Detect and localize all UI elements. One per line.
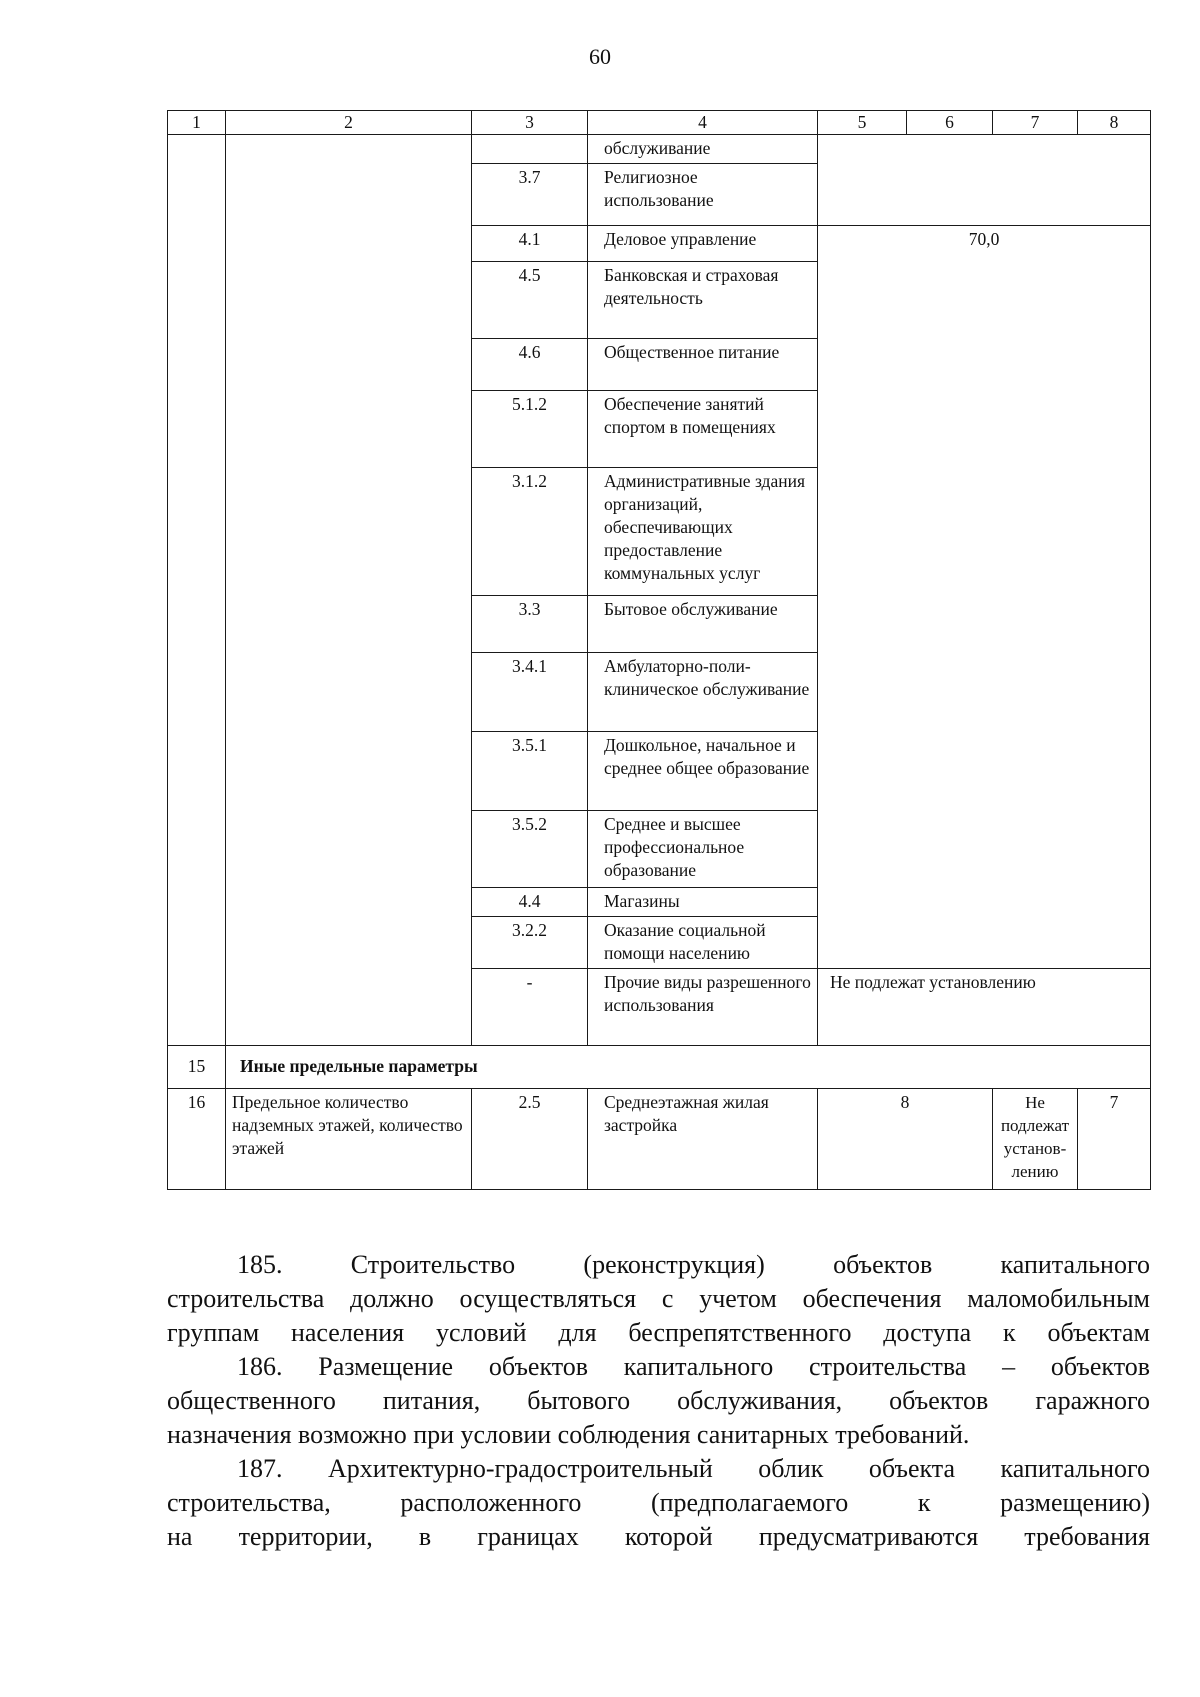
header-cell: 3 [472,111,588,135]
use-code: 3.4.1 [472,653,588,732]
floors-value: 8 [818,1089,993,1190]
row-number: 15 [168,1046,226,1089]
section-title: Иные предельные параметры [226,1046,1151,1089]
use-code: 4.6 [472,339,588,391]
header-cell: 8 [1078,111,1151,135]
use-code [472,135,588,164]
paragraph-185-line: строительства должно осуществляться с учетом обеспечения маломобильным [167,1284,1150,1313]
use-code: 2.5 [472,1089,588,1190]
page-number: 60 [589,44,611,69]
paragraph-186-line: назначения возможно при условии соблюдения санитарных требований. [167,1420,970,1449]
paragraph-186-line: общественного питания, бытового обслуживания, объектов гаражного [167,1386,1150,1415]
use-name: Бытовое обслуживание [588,596,818,653]
use-code: - [472,969,588,1046]
paragraph-187-line: на территории, в границах которой предусматриваются требования [167,1522,1150,1551]
use-name: Общественное питание [588,339,818,391]
paragraph-185-line: группам населения условий для беспрепятственного доступа к объектам [167,1318,1150,1347]
use-code: 3.5.2 [472,811,588,888]
floors-not-established: Не подлежат установ-лению [993,1089,1078,1190]
use-name: Обеспечение занятий спортом в помещениях [588,391,818,468]
use-code: 4.1 [472,226,588,262]
parameter-name: Предельное количество надземных этажей, количество этажей [226,1089,472,1190]
body-text [167,1248,1150,1554]
use-name: Амбулаторно-поли-клиническое обслуживание [588,653,818,732]
header-cell: 2 [226,111,472,135]
use-name: обслуживание [588,135,818,164]
use-code: 3.5.1 [472,732,588,811]
header-cell: 1 [168,111,226,135]
use-code: 4.4 [472,888,588,917]
blank-value-cell [818,135,1151,226]
use-code: 3.7 [472,164,588,226]
use-code: 4.5 [472,262,588,339]
use-code: 3.2.2 [472,917,588,969]
use-code: 5.1.2 [472,391,588,468]
header-cell: 7 [993,111,1078,135]
paragraph-187-line: строительства, расположенного (предполагаемого к размещению) [167,1488,1150,1517]
use-name: Прочие виды разрешенного использования [588,969,818,1046]
paragraph-186-line: 186. Размещение объектов капитального строительства – объектов [237,1352,1150,1381]
use-code: 3.1.2 [472,468,588,596]
use-name: Религиозное использование [588,164,818,226]
blank-cell [168,135,226,1046]
regulation-table [167,110,1151,1190]
row-number: 16 [168,1089,226,1190]
paragraph-187-line: 187. Архитектурно-градостроительный облик объекта капитального [237,1454,1150,1483]
not-established-value: Не подлежат установлению [818,969,1151,1046]
table-row [168,1089,1151,1190]
use-name: Административные здания организаций, обеспечивающих предоставление коммунальных услуг [588,468,818,596]
use-name: Дошкольное, начальное и среднее общее образование [588,732,818,811]
table-row [168,1046,1151,1089]
use-name: Деловое управление [588,226,818,262]
paragraph-185-line: 185. Строительство (реконструкция) объектов капитального [237,1250,1150,1279]
blank-cell [226,135,472,1046]
use-name: Оказание социальной помощи населению [588,917,818,969]
header-cell: 4 [588,111,818,135]
floors-count: 7 [1078,1089,1151,1190]
use-name: Магазины [588,888,818,917]
max-building-percent: 70,0 [818,226,1151,969]
table-row [168,135,1151,164]
use-name: Среднеэтажная жилая застройка [588,1089,818,1190]
use-name: Банковская и страховая деятельность [588,262,818,339]
use-name: Среднее и высшее профессиональное образование [588,811,818,888]
use-code: 3.3 [472,596,588,653]
header-cell: 6 [907,111,993,135]
table-header-row [168,111,1151,135]
header-cell: 5 [818,111,907,135]
